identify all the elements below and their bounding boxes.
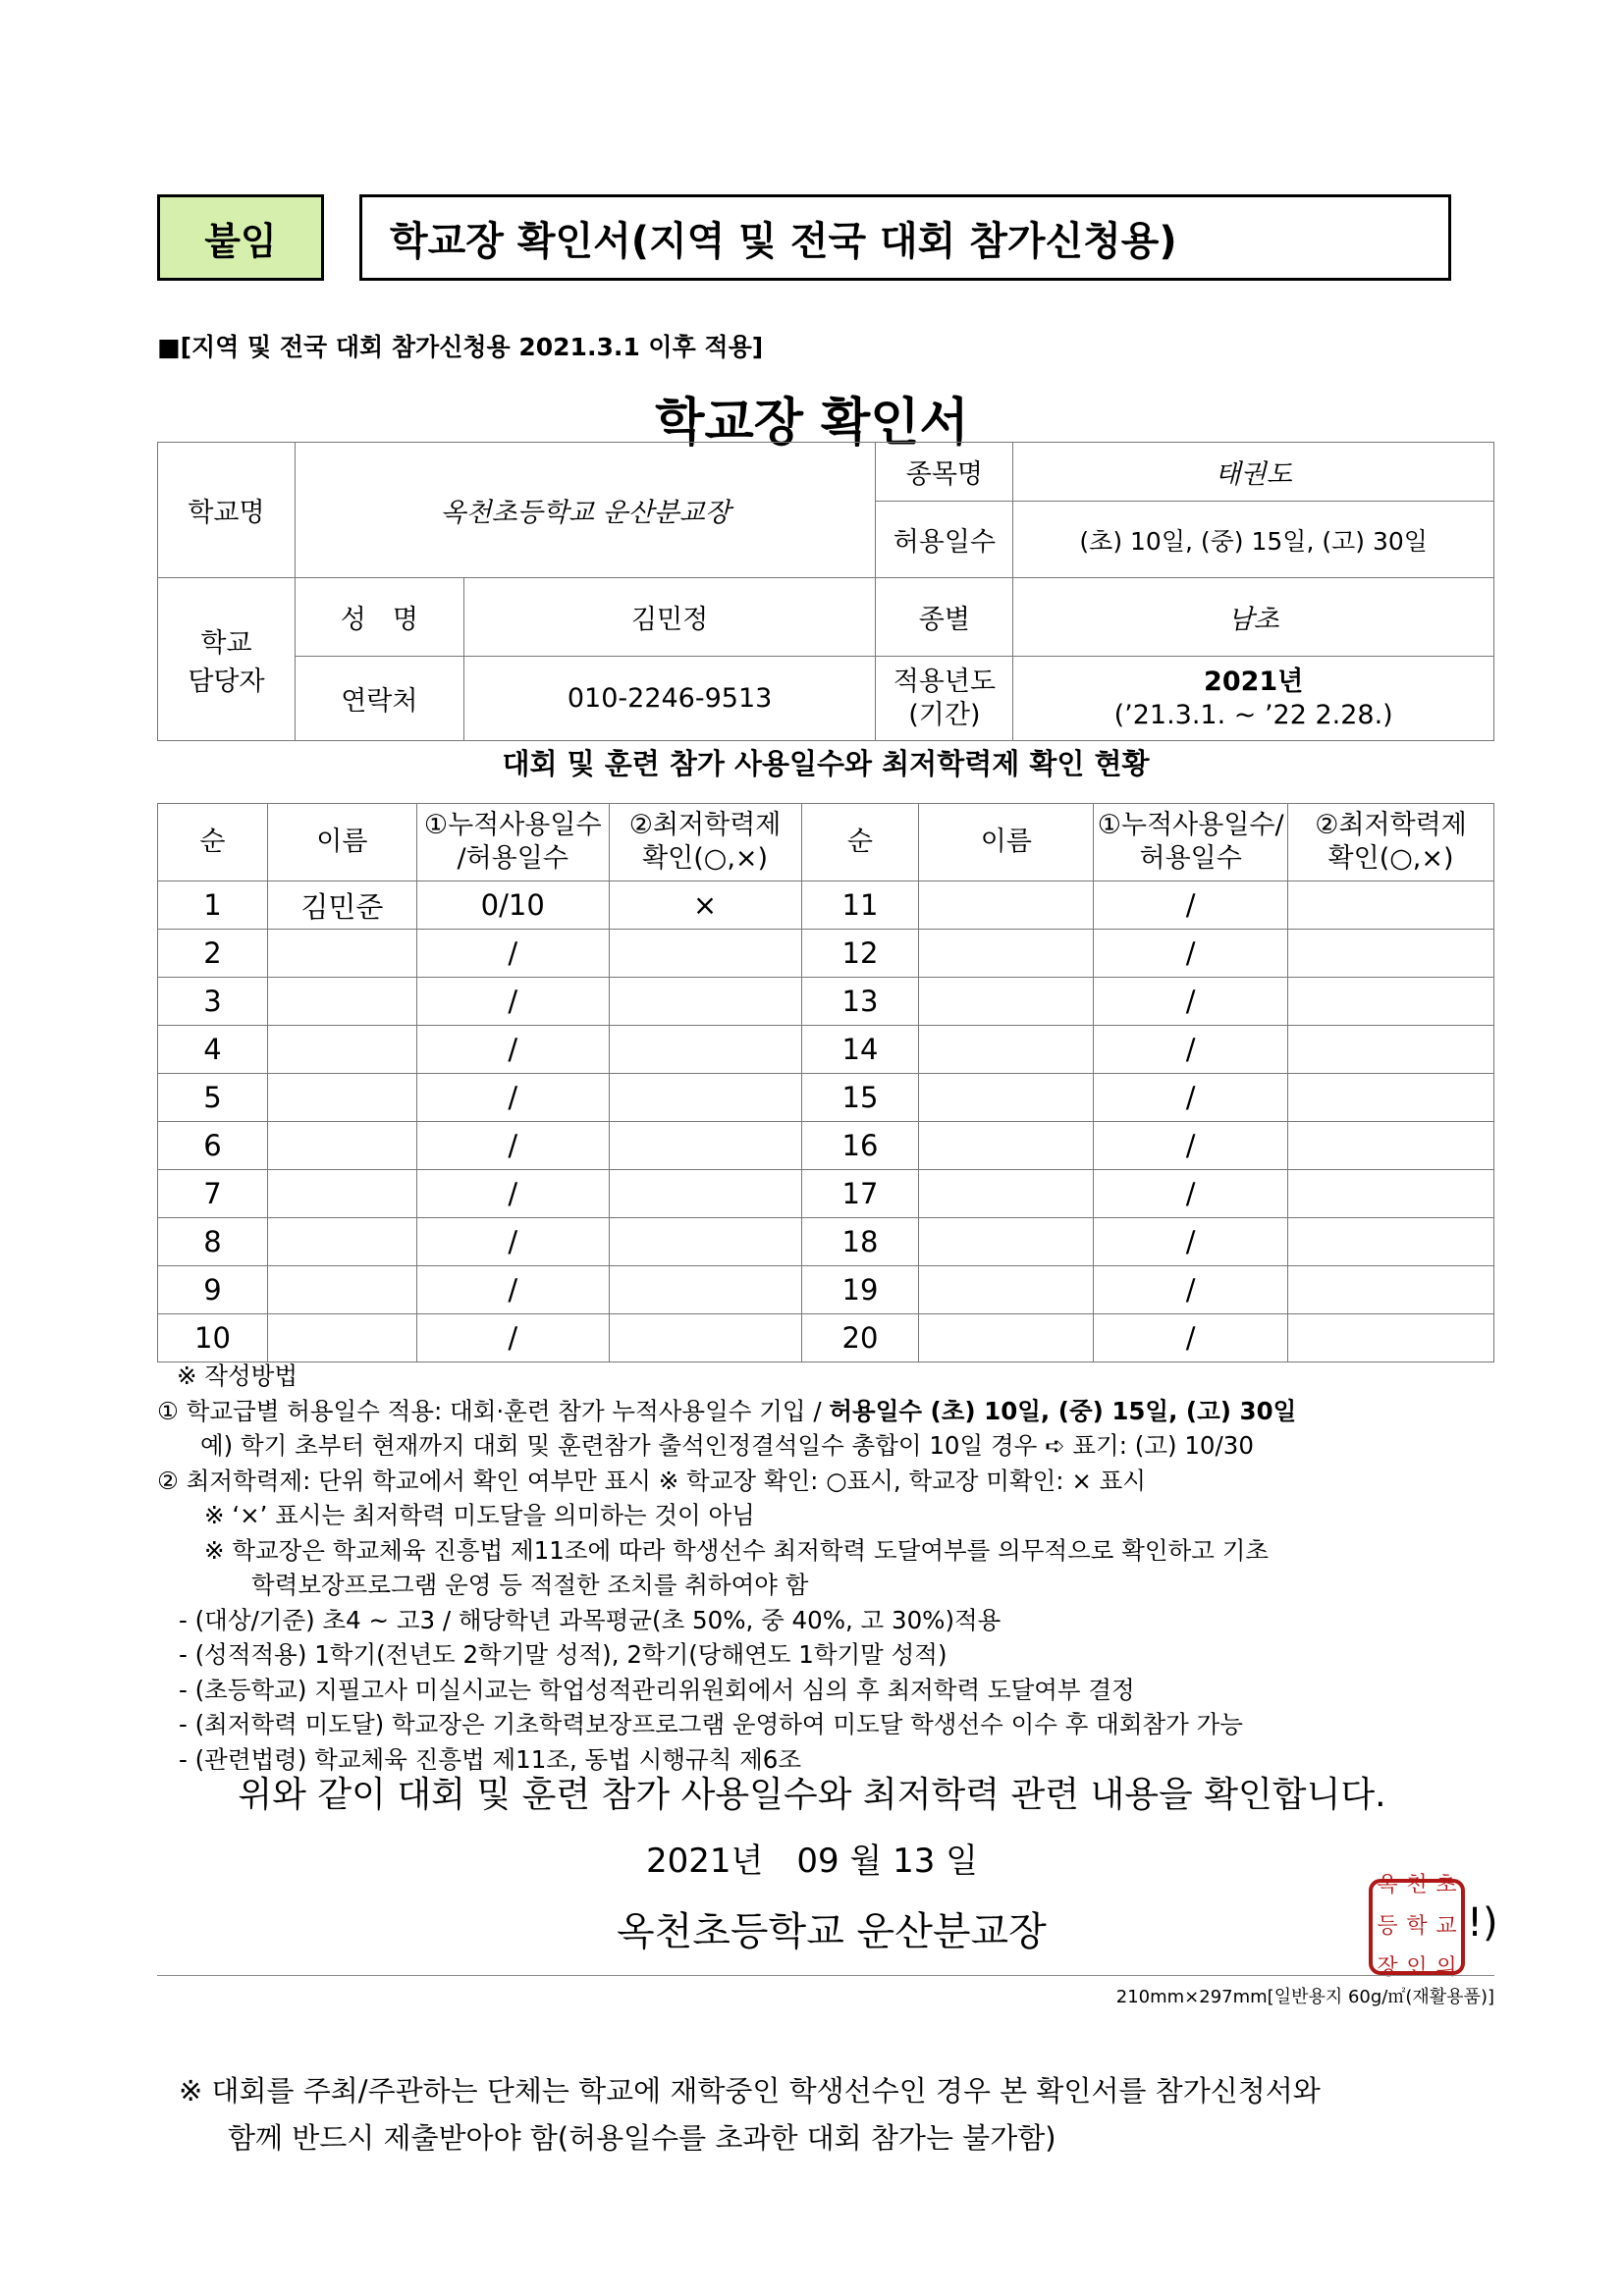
writing-instructions [157,1359,1512,1777]
footnote-line2: 함께 반드시 제출받아야 함(허용일수를 초과한 대회 참가는 불가함) [228,2121,1056,2155]
cell-r-check [1288,1266,1494,1314]
note-4a: ※ 학교장은 학교체육 진흥법 제11조에 따라 학생선수 최저학력 도달여부를 의무적으로 확인하고 기초 [204,1535,1270,1565]
name-value: 김민정 [463,578,876,657]
cell-r-no: 19 [801,1266,919,1314]
col-check-left-l1: ②최저학력제 [628,810,782,840]
seal-char: 천 [1406,1873,1428,1897]
col-days-right [1094,804,1288,881]
seal-char: 옥 [1377,1873,1398,1897]
cell-r-name [919,1074,1094,1122]
cell-l-days: / [416,1170,609,1218]
cell-l-name [267,930,416,978]
contact-value: 010-2246-9513 [463,657,876,741]
category-value: 남초 [1013,578,1494,657]
cell-r-days: / [1094,1122,1288,1170]
col-days-left [416,804,609,881]
cell-r-no: 20 [801,1314,919,1362]
contact-label: 연락처 [295,657,463,741]
cell-l-name: 김민준 [267,881,416,930]
manager-label-line2: 담당자 [188,666,265,697]
cell-l-check [609,1266,801,1314]
footnote-line1: ※ 대회를 주최/주관하는 단체는 학교에 재학중인 학생선수인 경우 본 확인서를 참가신청서와 [179,2074,1321,2108]
col-no-left: 순 [158,804,268,881]
table-row [158,978,1494,1026]
cell-l-check [609,930,801,978]
manager-label [158,578,296,741]
issue-date: 2021년 09 월 13 일 [645,1842,978,1881]
cell-r-days: / [1094,978,1288,1026]
cell-r-check [1288,1170,1494,1218]
cell-l-no: 7 [158,1170,268,1218]
table-row [158,1218,1494,1266]
cell-r-no: 15 [801,1074,919,1122]
table-row [158,881,1494,930]
cell-r-check [1288,1122,1494,1170]
cell-r-name [919,1170,1094,1218]
usage-table [157,803,1494,1362]
table-row [158,1122,1494,1170]
cell-r-check [1288,1218,1494,1266]
seal-char: 인 [1406,1955,1428,1980]
cell-l-no: 10 [158,1314,268,1362]
cell-r-name [919,1266,1094,1314]
year-label-line1: 적용년도 [893,666,997,697]
cell-l-days: / [416,1074,609,1122]
seal-char: 등 [1377,1914,1398,1939]
cell-l-no: 1 [158,881,268,930]
table-row [158,1170,1494,1218]
cell-r-check [1288,1026,1494,1074]
cell-l-days: / [416,1026,609,1074]
cell-l-check [609,1170,801,1218]
cell-l-name [267,1074,416,1122]
detail-3: - (초등학교) 지필고사 미실시교는 학업성적관리위원회에서 심의 후 최저학력 도달여부 결정 [179,1675,1135,1704]
cell-l-name [267,1122,416,1170]
col-days-right-l1: ①누적사용일수/ [1097,810,1284,840]
cell-r-name [919,1122,1094,1170]
cell-r-no: 12 [801,930,919,978]
seal-char: 장 [1377,1955,1398,1980]
cell-r-no: 11 [801,881,919,930]
applicability-notice: ■[지역 및 전국 대회 참가신청용 2021.3.1 이후 적용] [157,333,764,361]
seal-char: 의 [1435,1955,1457,1980]
name-label: 성 명 [295,578,463,657]
cell-r-name [919,978,1094,1026]
principal-seal [1369,1873,1465,1980]
col-no-right: 순 [801,804,919,881]
note-1-text: ① 학교급별 허용일수 적용: 대회·훈련 참가 누적사용일수 기입 / [157,1396,830,1425]
cell-r-name [919,1314,1094,1362]
col-name-right: 이름 [919,804,1094,881]
cell-l-check [609,1122,801,1170]
cell-r-days: / [1094,1170,1288,1218]
period-value-line: (’21.3.1. ~ ’22 2.28.) [1113,699,1393,730]
cell-l-no: 9 [158,1266,268,1314]
cell-r-days: / [1094,1218,1288,1266]
signer-school: 옥천초등학교 운산분교장 [617,1909,1047,1954]
note-4b: 학력보장프로그램 운영 등 적절한 조치를 취하여야 함 [251,1571,809,1599]
year-label [876,657,1013,741]
cell-l-days: / [416,978,609,1026]
cell-r-days: / [1094,881,1288,930]
col-days-left-l1: ①누적사용일수 [423,810,602,840]
manager-label-line1: 학교 [200,627,252,659]
cell-r-name [919,930,1094,978]
cell-l-check [609,1314,801,1362]
cell-r-no: 14 [801,1026,919,1074]
cell-l-days: / [416,930,609,978]
cell-r-no: 18 [801,1218,919,1266]
seal-suffix: !) [1467,1900,1498,1946]
cell-r-check [1288,978,1494,1026]
school-info-table [157,442,1494,741]
table-row [158,1074,1494,1122]
cell-l-no: 5 [158,1074,268,1122]
cell-l-check: × [609,881,801,930]
cell-r-days: / [1094,930,1288,978]
sport-value: 태권도 [1013,443,1494,502]
school-label: 학교명 [158,443,296,578]
page-title: 학교장 확인서 [655,394,969,453]
table-header-row [158,804,1494,881]
detail-1: - (대상/기준) 초4 ~ 고3 / 해당학년 과목평균(초 50%, 중 40%, 고 30%)적용 [179,1605,1001,1634]
note-1-bold: 허용일수 (초) 10일, (중) 15일, (고) 30일 [829,1396,1297,1425]
col-days-left-l2: /허용일수 [457,843,568,874]
cell-r-days: / [1094,1266,1288,1314]
seal-char: 초 [1435,1873,1457,1897]
sport-label: 종목명 [876,443,1013,502]
cell-l-check [609,978,801,1026]
col-check-right [1288,804,1494,881]
footnote [179,2067,1321,2162]
cell-l-days: / [416,1122,609,1170]
note-3: ※ ‘×’ 표시는 최저학력 미도달을 의미하는 것이 아님 [204,1501,755,1529]
cell-l-no: 8 [158,1218,268,1266]
year-label-line2: (기간) [908,699,981,730]
cell-r-no: 13 [801,978,919,1026]
cell-r-no: 17 [801,1170,919,1218]
cell-r-check [1288,881,1494,930]
cell-l-name [267,1026,416,1074]
col-check-right-l1: ②최저학력제 [1315,810,1467,840]
school-value: 옥천초등학교 운산분교장 [295,443,876,578]
cell-r-no: 16 [801,1122,919,1170]
note-1 [157,1394,1512,1429]
cell-l-no: 3 [158,978,268,1026]
cell-l-check [609,1218,801,1266]
cell-r-check [1288,930,1494,978]
category-label: 종별 [876,578,1013,657]
col-name-left: 이름 [267,804,416,881]
detail-4: - (최저학력 미도달) 학교장은 기초학력보장프로그램 운영하여 미도달 학생선수 이수 후 대회참가 가능 [179,1710,1243,1738]
note-1-example: 예) 학기 초부터 현재까지 대회 및 훈련참가 출석인정결석일수 총합이 10일 경우 ➪ 표기: (고) 10/30 [200,1431,1254,1460]
seal-char: 학 [1406,1914,1428,1939]
detail-5: - (관련법령) 학교체육 진흥법 제11조, 동법 시행규칙 제6조 [179,1744,802,1774]
divider [157,1975,1494,1976]
cell-r-name [919,1026,1094,1074]
col-check-left [609,804,801,881]
cell-l-days: / [416,1218,609,1266]
detail-2: - (성적적용) 1학기(전년도 2학기말 성적), 2학기(당해연도 1학기말 성적) [179,1640,947,1669]
attachment-tag: 붙임 [157,194,324,281]
cell-l-days: 0/10 [416,881,609,930]
cell-l-name [267,1218,416,1266]
cell-l-name [267,1266,416,1314]
year-value-line: 2021년 [1204,666,1304,697]
cell-r-days: / [1094,1026,1288,1074]
cell-l-name [267,978,416,1026]
year-value [1013,657,1494,741]
allowed-days-value: (초) 10일, (중) 15일, (고) 30일 [1013,502,1494,578]
confirmation-statement: 위와 같이 대회 및 훈련 참가 사용일수와 최저학력 관련 내용을 확인합니다. [238,1775,1386,1815]
paper-spec: 210mm×297mm[일반용지 60g/㎡(재활용품)] [1115,1987,1494,2007]
cell-l-no: 4 [158,1026,268,1074]
cell-r-check [1288,1074,1494,1122]
cell-r-days: / [1094,1074,1288,1122]
cell-l-no: 2 [158,930,268,978]
col-check-left-l2: 확인(○,×) [642,843,769,874]
col-check-right-l2: 확인(○,×) [1327,843,1454,874]
cell-r-name [919,1218,1094,1266]
table-title: 대회 및 훈련 참가 사용일수와 최저학력제 확인 현황 [502,747,1150,780]
note-2: ② 최저학력제: 단위 학교에서 확인 여부만 표시 ※ 학교장 확인: ○표시, 학교장 미확인: × 표시 [157,1466,1146,1495]
cell-l-check [609,1026,801,1074]
col-days-right-l2: 허용일수 [1139,843,1242,874]
cell-l-check [609,1074,801,1122]
seal-char: 교 [1435,1914,1457,1939]
table-row [158,930,1494,978]
table-row [158,1026,1494,1074]
cell-l-days: / [416,1314,609,1362]
table-row [158,1314,1494,1362]
table-row [158,1266,1494,1314]
cell-l-days: / [416,1266,609,1314]
allowed-days-label: 허용일수 [876,502,1013,578]
cell-r-days: / [1094,1314,1288,1362]
cell-l-name [267,1170,416,1218]
cell-r-check [1288,1314,1494,1362]
cell-r-name [919,881,1094,930]
notes-heading: ※ 작성방법 [177,1362,298,1390]
cell-l-name [267,1314,416,1362]
cell-l-no: 6 [158,1122,268,1170]
document-header-title: 학교장 확인서(지역 및 전국 대회 참가신청용) [359,194,1451,281]
